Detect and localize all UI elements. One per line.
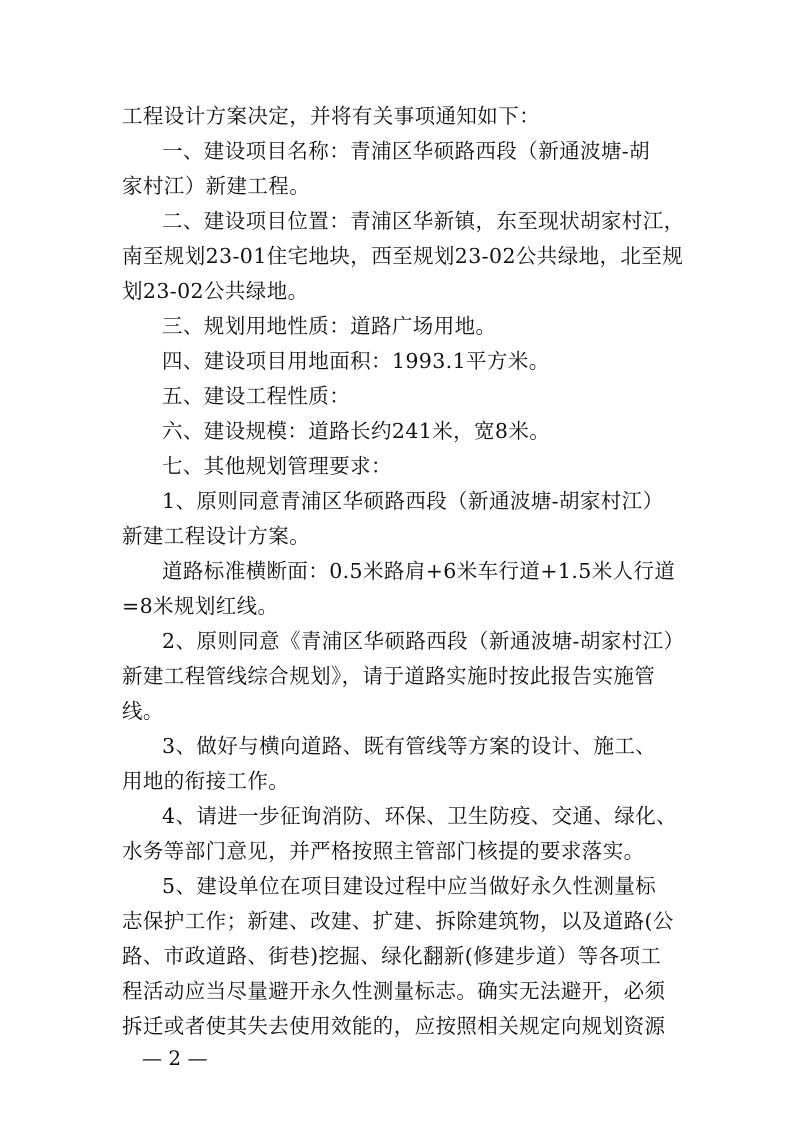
body-line: 新建工程管线综合规划》，请于道路实施时按此报告实施管 [122,664,656,688]
body-line: 水务等部门意见，并严格按照主管部门核提的要求落实。 [122,839,645,863]
body-line: 5、建设单位在项目建设过程中应当做好永久性测量标 [162,874,657,898]
body-line: 道路标准横断面：0.5米路肩+6米车行道+1.5米人行道 [162,559,676,583]
body-line: 划23-02公共绿地。 [122,279,309,303]
body-line: 2、原则同意《青浦区华硕路西段（新通波塘-胡家村江） [162,629,685,653]
body-line: 新建工程设计方案。 [122,524,311,548]
body-line: 南至规划23-01住宅地块，西至规划23-02公共绿地，北至规 [122,244,684,268]
body-line: 五、建设工程性质： [162,384,351,408]
body-line: 4、请进一步征询消防、环保、卫生防疫、交通、绿化、 [162,804,678,828]
body-line: 七、其他规划管理要求： [162,454,392,478]
body-line: 路、市政道路、街巷)挖掘、绿化翻新(修建步道）等各项工 [122,944,662,968]
body-line: 工程设计方案决定，并将有关事项通知如下： [122,104,540,128]
body-line: =8米规划红线。 [122,594,279,618]
body-line: 线。 [122,699,164,723]
body-line: 家村江）新建工程。 [122,174,311,198]
body-line: 1、原则同意青浦区华硕路西段（新通波塘-胡家村江） [162,489,664,513]
body-line: 3、做好与横向道路、既有管线等方案的设计、施工、 [162,734,657,758]
body-line: 三、规划用地性质：道路广场用地。 [162,314,497,338]
body-line: 二、建设项目位置：青浦区华新镇，东至现状胡家村江， [162,209,685,233]
body-line: 程活动应当尽量避开永久性测量标志。确实无法避开，必须 [122,979,666,1003]
page-number: — 2 — [142,1046,208,1070]
body-line: 志保护工作；新建、改建、扩建、拆除建筑物，以及道路(公 [122,909,674,933]
body-line: 一、建设项目名称：青浦区华硕路西段（新通波塘-胡 [162,139,651,163]
body-line: 四、建设项目用地面积：1993.1平方米。 [162,349,550,373]
body-line: 用地的衔接工作。 [122,769,290,793]
body-line: 六、建设规模：道路长约241米，宽8米。 [162,419,551,443]
body-line: 拆迁或者使其失去使用效能的，应按照相关规定向规划资源 [122,1014,666,1038]
